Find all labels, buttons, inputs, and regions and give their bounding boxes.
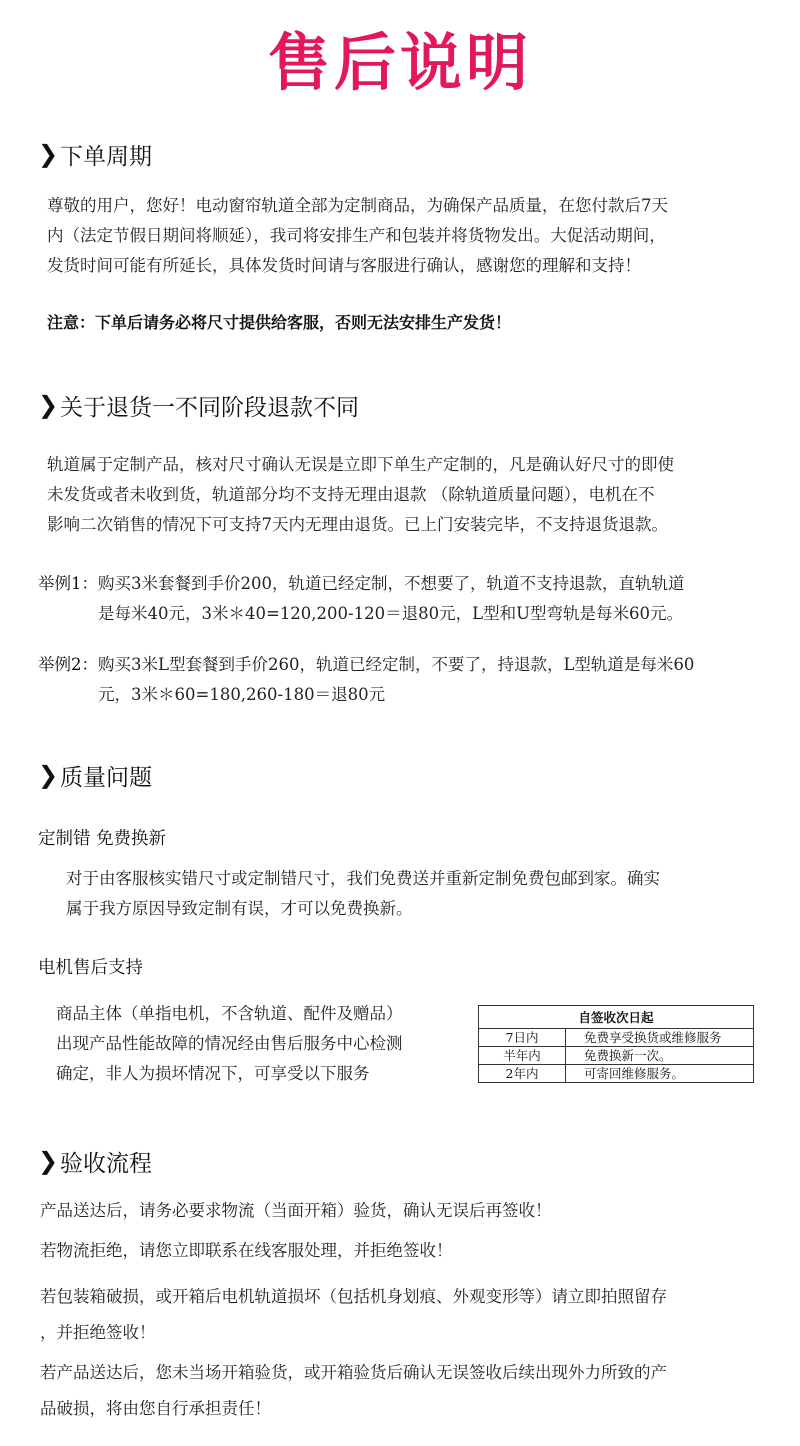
table-cell-period: 半年内 [479, 1047, 566, 1065]
text-line: 品破损，将由您自行承担责任！ [40, 1399, 271, 1418]
text-line: 发货时间可能有所延长，具体发货时间请与客服进行确认，感谢您的理解和支持！ [47, 256, 641, 275]
text-line: 商品主体（单指电机，不含轨道、配件及赠品） [56, 1004, 403, 1023]
heading-text: 关于退货一不同阶段退款不同 [60, 394, 359, 421]
inspection-p1: 产品送达后，请务必要求物流（当面开箱）验货，确认无误后再签收！ [40, 1201, 552, 1220]
subheading-motor-support: 电机售后支持 [38, 958, 143, 978]
page-title: 售后说明 [267, 26, 532, 99]
text-line: ，并拒绝签收！ [40, 1323, 156, 1342]
text-line: 未发货或者未收到货，轨道部分均不支持无理由退款 （除轨道质量问题），电机在不 [47, 485, 655, 504]
table-row [479, 1029, 754, 1047]
table-row [479, 1065, 754, 1083]
chevron-right-icon: ❯ [38, 1147, 59, 1175]
text-line: 对于由客服核实错尺寸或定制错尺寸，我们免费送并重新定制免费包邮到家。确实 [66, 869, 660, 888]
table-header-row [479, 1006, 754, 1029]
order-note: 注意：下单后请务必将尺寸提供给客服，否则无法安排生产发货！ [47, 313, 512, 332]
text-line: 确定，非人为损坏情况下，可享受以下服务 [56, 1064, 370, 1083]
inspection-p4 [40, 1355, 795, 1427]
text-line: 若产品送达后，您未当场开箱验货，或开箱验货后确认无误签收后续出现外力所致的产 [40, 1363, 667, 1382]
chevron-right-icon: ❯ [38, 391, 59, 419]
example2-text [98, 650, 788, 710]
heading-text: 质量问题 [60, 764, 152, 791]
custom-error-text [66, 864, 786, 924]
text-line: 是每米40元，3米＊40=120,200-120＝退80元，L型和U型弯轨是每米60元。 [98, 604, 683, 623]
text-line: 购买3米套餐到手价200，轨道已经定制，不想要了，轨道不支持退款，直轨轨道 [98, 574, 685, 593]
section-heading-quality [38, 758, 152, 792]
example1-text [98, 569, 788, 629]
order-paragraph [47, 191, 787, 281]
chevron-right-icon: ❯ [38, 761, 59, 789]
table-cell-service: 免费换新一次。 [566, 1047, 754, 1065]
warranty-table-wrapper [478, 1005, 754, 1083]
inspection-p3 [40, 1279, 795, 1351]
table-cell-period: 7日内 [479, 1029, 566, 1047]
text-line: 属于我方原因导致定制有误，才可以免费换新。 [66, 899, 413, 918]
text-line: 影响二次销售的情况下可支持7天内无理由退货。已上门安装完毕，不支持退货退款。 [47, 515, 668, 534]
inspection-p2: 若物流拒绝，请您立即联系在线客服处理，并拒绝签收！ [40, 1241, 453, 1260]
text-line: 元，3米＊60=180,260-180＝退80元 [98, 685, 386, 704]
text-line: 尊敬的用户，您好！电动窗帘轨道全部为定制商品，为确保产品质量，在您付款后7天 [47, 196, 668, 215]
heading-text: 验收流程 [60, 1150, 152, 1177]
example1-label: 举例1： [38, 574, 98, 593]
table-cell-service: 可寄回维修服务。 [566, 1065, 754, 1083]
section-heading-order [38, 137, 152, 171]
table-row [479, 1047, 754, 1065]
section-heading-inspection [38, 1144, 152, 1178]
text-line: 内（法定节假日期间将顺延），我司将安排生产和包装并将货物发出。大促活动期间， [47, 226, 666, 245]
chevron-right-icon: ❯ [38, 140, 59, 168]
section-heading-refund [38, 388, 359, 422]
table-cell-service: 免费享受换货或维修服务 [566, 1029, 754, 1047]
text-line: 轨道属于定制产品，核对尺寸确认无误是立即下单生产定制的，凡是确认好尺寸的即使 [47, 455, 674, 474]
text-line: 购买3米L型套餐到手价260，轨道已经定制，不要了，持退款，L型轨道是每米60 [98, 655, 695, 674]
text-line: 若包装箱破损，或开箱后电机轨道损坏（包括机身划痕、外观变形等）请立即拍照留存 [40, 1287, 667, 1306]
example2-label: 举例2： [38, 655, 98, 674]
heading-text: 下单周期 [60, 143, 152, 170]
warranty-table [478, 1005, 754, 1083]
subheading-custom-error: 定制错 免费换新 [38, 829, 167, 849]
refund-paragraph [47, 450, 787, 540]
motor-support-text [56, 999, 466, 1089]
table-cell-period: 2年内 [479, 1065, 566, 1083]
table-header: 自签收次日起 [479, 1006, 754, 1029]
text-line: 出现产品性能故障的情况经由售后服务中心检测 [56, 1034, 403, 1053]
